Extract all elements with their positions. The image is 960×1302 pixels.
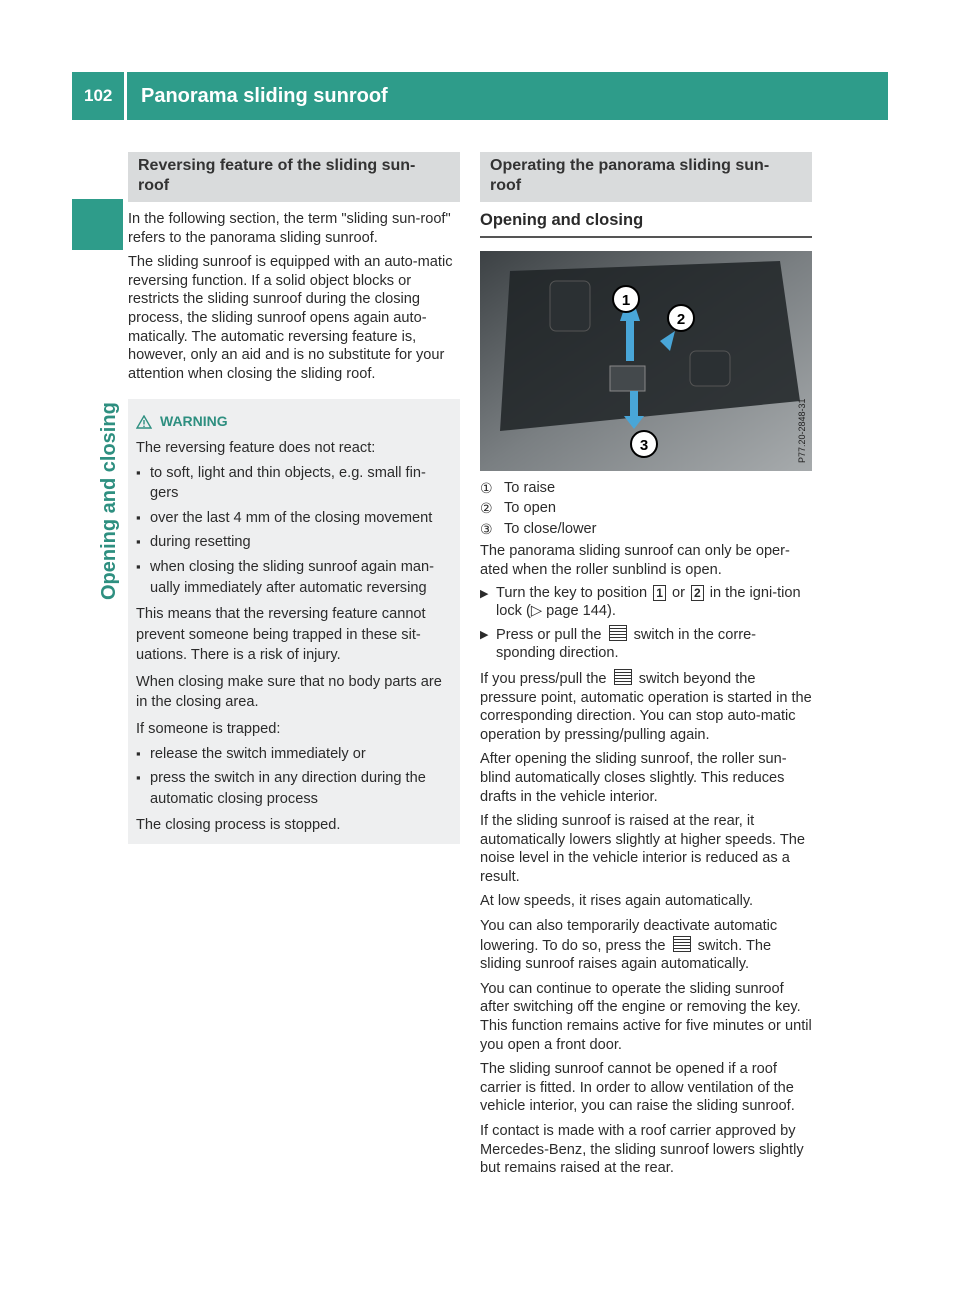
paragraph: You can continue to operate the sliding sunroof after switching off the engine or removing the key. This function remains active for five minutes or until you open a front door. [480,980,812,1053]
side-tab-label: Opening and closing [98,402,120,600]
paragraph [480,669,812,744]
step-text: in the igni-tion lock ( [496,584,801,620]
section-heading-operating [480,152,812,202]
heading-line: roof [138,177,170,194]
section-heading-reversing [128,152,460,202]
paragraph [480,917,812,974]
header-divider [124,72,127,120]
heading-line: Operating the panorama sliding sun- [490,157,770,174]
callout-1 [613,286,639,312]
step-text: Turn the key to position [496,584,648,601]
paragraph: After opening the sliding sunroof, the roller sun-blind automatically closes slightly. This reduces drafts in the vehicle interior. [480,751,787,805]
subheading-opening-closing: Opening and closing [480,211,812,238]
callout-3 [631,431,657,457]
callout-number: 3 [639,436,649,454]
page-title: Panorama sliding sunroof [141,85,388,107]
legend-number: ③ [480,520,493,537]
paragraph: If contact is made with a roof carrier approved by Mercedes-Benz, the sliding sunroof lowers slightly but remains raised at the rear. [480,1123,804,1177]
paragraph: The panorama sliding sunroof can only be oper-ated when the roller sunblind is open. [480,543,790,578]
warning-intro: The reversing feature does not react: [136,439,376,456]
page-number: 102 [84,86,113,105]
callout-number: 2 [676,310,686,328]
list-item: ▪ during resetting [136,532,452,553]
warning-box [128,399,460,844]
overhead-control-illustration [480,251,812,471]
sunroof-switch-icon [614,669,632,685]
left-column [128,152,460,844]
overhead-control-photo [480,251,812,471]
list-item: ▪ to soft, light and thin objects, e.g. small fin-gers [136,463,452,504]
image-code: P77.20-2848-31 [797,398,807,463]
list-item: ▪ over the last 4 mm of the closing movement [136,508,452,529]
legend-text: To open [504,500,556,517]
key-position-2: 2 [691,585,704,601]
paragraph-text: You can also temporarily deactivate automatic lowering. To do so, press the [480,918,778,954]
list-item: ▪ when closing the sliding sunroof again man-ually immediately after automatic reversing [136,557,452,598]
paragraph: The sliding sunroof is equipped with an auto-matic reversing function. If a solid object blocks or restricts the sliding sunroof during the closing process, the sliding sunroof opens again auto-matically. The automatic reversing feature is, however, only an aid and is no substitute for your attention when closing the sliding roof. [128,254,453,382]
instruction-step [480,584,812,621]
heading-line: roof [490,177,522,194]
paragraph: If the sliding sunroof is raised at the rear, it automatically lowers slightly at higher speeds. The noise level in the vehicle interior is reduced as a result. [480,813,806,885]
warning-title-text: WARNING [160,413,228,430]
heading-line: Reversing feature of the sliding sun- [138,157,416,174]
legend-item [480,499,812,518]
paragraph-text: switch. The sliding sunroof raises again automatically. [480,937,772,973]
callout-number: 1 [621,291,631,309]
warning-paragraph: This means that the reversing feature cannot prevent someone being trapped in these sit-uations. There is a risk of injury. [136,606,426,664]
callout-2 [668,305,694,331]
step-text: or [671,584,685,601]
side-tab-marker [72,199,123,250]
warning-triangle-icon [136,415,152,429]
paragraph: The sliding sunroof cannot be opened if a roof carrier is fitted. In order to allow ventilation of the vehicle interior, you can raise the sliding sunroof. [480,1061,795,1115]
step-text: Press or pull the [496,626,602,643]
key-position-1: 1 [653,585,666,601]
legend-item [480,520,812,539]
warning-title [136,411,452,432]
instruction-step [480,625,812,663]
warning-paragraph: The closing process is stopped. [136,817,341,834]
paragraph-text: switch beyond the pressure point, automatic operation is started in the corresponding direction. You can stop auto-matic operation by pressing/pulling again. [480,670,812,743]
paragraph: At low speeds, it rises again automatically. [480,893,754,910]
sunroof-switch-icon [673,936,691,952]
sunroof-switch-icon [609,625,627,641]
list-item: ▪ press the switch in any direction during the automatic closing process [136,768,452,809]
legend-item [480,479,812,498]
legend-text: To close/lower [504,520,597,537]
warning-paragraph: If someone is trapped: [136,721,281,738]
paragraph-text: If you press/pull the [480,670,607,687]
legend-number: ② [480,500,493,517]
page-reference[interactable]: ▷ page 144). [530,603,616,620]
right-column [480,152,812,1178]
step-text: switch in the corre-sponding direction. [496,626,757,662]
legend-number: ① [480,479,493,496]
paragraph: In the following section, the term "sliding sun-roof" refers to the panorama sliding sunroof. [128,211,451,246]
legend-text: To raise [504,479,556,496]
warning-paragraph: When closing make sure that no body parts are in the closing area. [136,673,442,711]
list-item: ▪ release the switch immediately or [136,744,452,765]
